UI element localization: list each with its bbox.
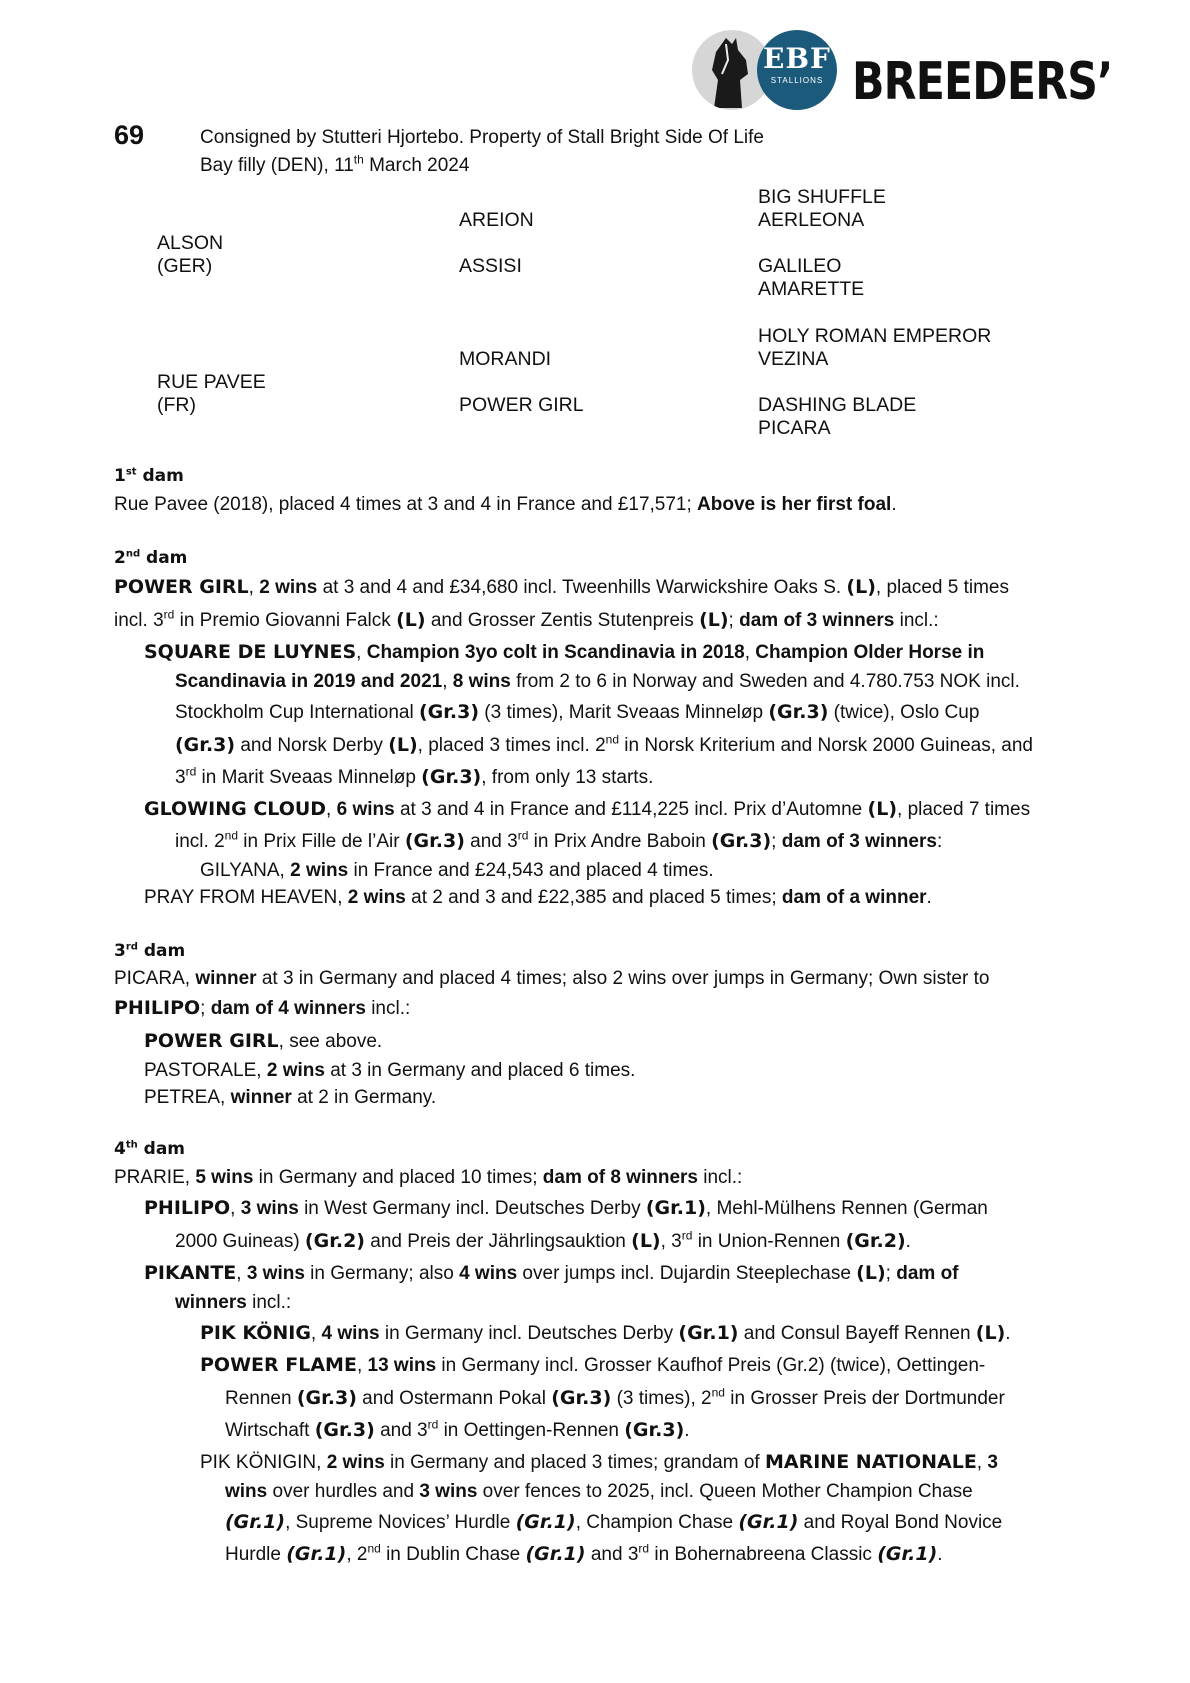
power-flame-line-1: POWER FLAME, 13 wins in Germany incl. Grosser Kaufhof Preis (Gr.2) (twice), Oettingen-	[200, 1354, 986, 1376]
pedigree-sire-dam: ASSISI	[459, 255, 522, 277]
pedigree-dam-dam: POWER GIRL	[459, 394, 584, 416]
heading-fourth-dam: 4th dam	[114, 1139, 186, 1159]
picara-line-1: PICARA, winner at 3 in Germany and placed 4 times; also 2 wins over jumps in Germany; Own sister to	[114, 968, 990, 989]
power-girl-see-above: POWER GIRL, see above.	[144, 1030, 383, 1052]
glowing-cloud-line-2: incl. 2nd in Prix Fille de l’Air (Gr.3) and 3rd in Prix Andre Baboin (Gr.3); dam of 3 winners:	[175, 828, 943, 852]
pedigree-sire: ALSON	[157, 232, 224, 254]
philipo-line-1: PHILIPO, 3 wins in West Germany incl. Deutsches Derby (Gr.1), Mehl-Mülhens Rennen (German	[144, 1197, 988, 1219]
square-de-luynes-line-1: SQUARE DE LUYNES, Champion 3yo colt in Scandinavia in 2018, Champion Older Horse in	[144, 641, 985, 663]
pedigree-sire-country: (GER)	[157, 255, 213, 277]
pray-from-heaven-line: PRAY FROM HEAVEN, 2 wins at 2 and 3 and £22,385 and placed 5 times; dam of a winner.	[144, 887, 932, 908]
pedigree-sire-sire: AREION	[459, 209, 534, 231]
petrea-line: PETREA, winner at 2 in Germany.	[144, 1087, 437, 1108]
pedigree-dam: RUE PAVEE	[157, 371, 266, 393]
prarie-line: PRARIE, 5 wins in Germany and placed 10 times; dam of 8 winners incl.:	[114, 1167, 743, 1188]
power-girl-line-1: POWER GIRL, 2 wins at 3 and 4 and £34,680 incl. Tweenhills Warwickshire Oaks S. (L), placed 5 times	[114, 576, 1009, 598]
ebf-logo-text: EBF	[763, 42, 831, 75]
pedigree-sss: BIG SHUFFLE	[758, 186, 886, 208]
lot-description: Bay filly (DEN), 11th March 2024	[200, 152, 470, 176]
philipo-line-2: 2000 Guineas) (Gr.2) and Preis der Jährlingsauktion (L), 3rd in Union-Rennen (Gr.2).	[175, 1228, 911, 1252]
breeders-brand: BREEDERS’	[852, 52, 1113, 112]
pedigree-ssd: AERLEONA	[758, 209, 865, 231]
lot-number: 69	[114, 120, 145, 150]
consignor-line: Consigned by Stutteri Hjortebo. Property of Stall Bright Side Of Life	[200, 127, 764, 148]
pedigree-sdd: AMARETTE	[758, 278, 865, 300]
pastorale-line: PASTORALE, 2 wins at 3 in Germany and placed 6 times.	[144, 1060, 636, 1081]
ebf-stallions-logo	[757, 30, 837, 110]
pedigree-dam-country: (FR)	[157, 394, 196, 416]
heading-second-dam: 2nd dam	[114, 548, 188, 568]
pik-konigin-line-3: (Gr.1), Supreme Novices’ Hurdle (Gr.1), Champion Chase (Gr.1) and Royal Bond Novice	[225, 1511, 1003, 1533]
ebf-logo-subtext: STALLIONS	[770, 76, 824, 85]
square-de-luynes-line-4: (Gr.3) and Norsk Derby (L), placed 3 times incl. 2nd in Norsk Kriterium and Norsk 2000 Guineas, and	[175, 732, 1033, 756]
pik-konig-line: PIK KÖNIG, 4 wins in Germany incl. Deutsches Derby (Gr.1) and Consul Bayeff Rennen (L).	[200, 1322, 1011, 1344]
pedigree-dds: DASHING BLADE	[758, 394, 917, 416]
pedigree-dss: HOLY ROMAN EMPEROR	[758, 325, 992, 347]
pik-konigin-line-2: wins over hurdles and 3 wins over fences to 2025, incl. Queen Mother Champion Chase	[225, 1481, 973, 1502]
power-girl-line-2: incl. 3rd in Premio Giovanni Falck (L) and Grosser Zentis Stutenpreis (L); dam of 3 winners incl.:	[114, 607, 939, 631]
picara-line-2: PHILIPO; dam of 4 winners incl.:	[114, 997, 411, 1019]
power-flame-line-2: Rennen (Gr.3) and Ostermann Pokal (Gr.3) (3 times), 2nd in Grosser Preis der Dortmunder	[225, 1385, 1005, 1409]
gilyana-line: GILYANA, 2 wins in France and £24,543 and placed 4 times.	[200, 860, 714, 881]
pikante-line-1: PIKANTE, 3 wins in Germany; also 4 wins over jumps incl. Dujardin Steeplechase (L); dam of	[144, 1262, 959, 1284]
pik-konigin-line-4: Hurdle (Gr.1), 2nd in Dublin Chase (Gr.1) and 3rd in Bohernabreena Classic (Gr.1).	[225, 1541, 943, 1565]
pik-konigin-line-1: PIK KÖNIGIN, 2 wins in Germany and placed 3 times; grandam of MARINE NATIONALE, 3	[200, 1451, 998, 1473]
first-dam-text: Rue Pavee (2018), placed 4 times at 3 and 4 in France and £17,571; Above is her first foal.	[114, 494, 897, 515]
heading-first-dam: 1st dam	[114, 466, 184, 486]
pedigree-ddd: PICARA	[758, 417, 831, 439]
square-de-luynes-line-3: Stockholm Cup International (Gr.3) (3 times), Marit Sveaas Minneløp (Gr.3) (twice), Oslo Cup	[175, 701, 980, 723]
glowing-cloud-line-1: GLOWING CLOUD, 6 wins at 3 and 4 in France and £114,225 incl. Prix d’Automne (L), placed 7 times	[144, 798, 1031, 820]
square-de-luynes-line-5: 3rd in Marit Sveaas Minneløp (Gr.3), from only 13 starts.	[175, 764, 654, 788]
pedigree-dsd: VEZINA	[758, 348, 829, 370]
power-flame-line-3: Wirtschaft (Gr.3) and 3rd in Oettingen-Rennen (Gr.3).	[225, 1417, 690, 1441]
pedigree-dam-sire: MORANDI	[459, 348, 552, 370]
heading-third-dam: 3rd dam	[114, 941, 186, 961]
square-de-luynes-line-2: Scandinavia in 2019 and 2021, 8 wins from 2 to 6 in Norway and Sweden and 4.780.753 NOK incl.	[175, 671, 1020, 692]
pedigree-sds: GALILEO	[758, 255, 842, 277]
pikante-line-2: winners incl.:	[175, 1292, 292, 1313]
